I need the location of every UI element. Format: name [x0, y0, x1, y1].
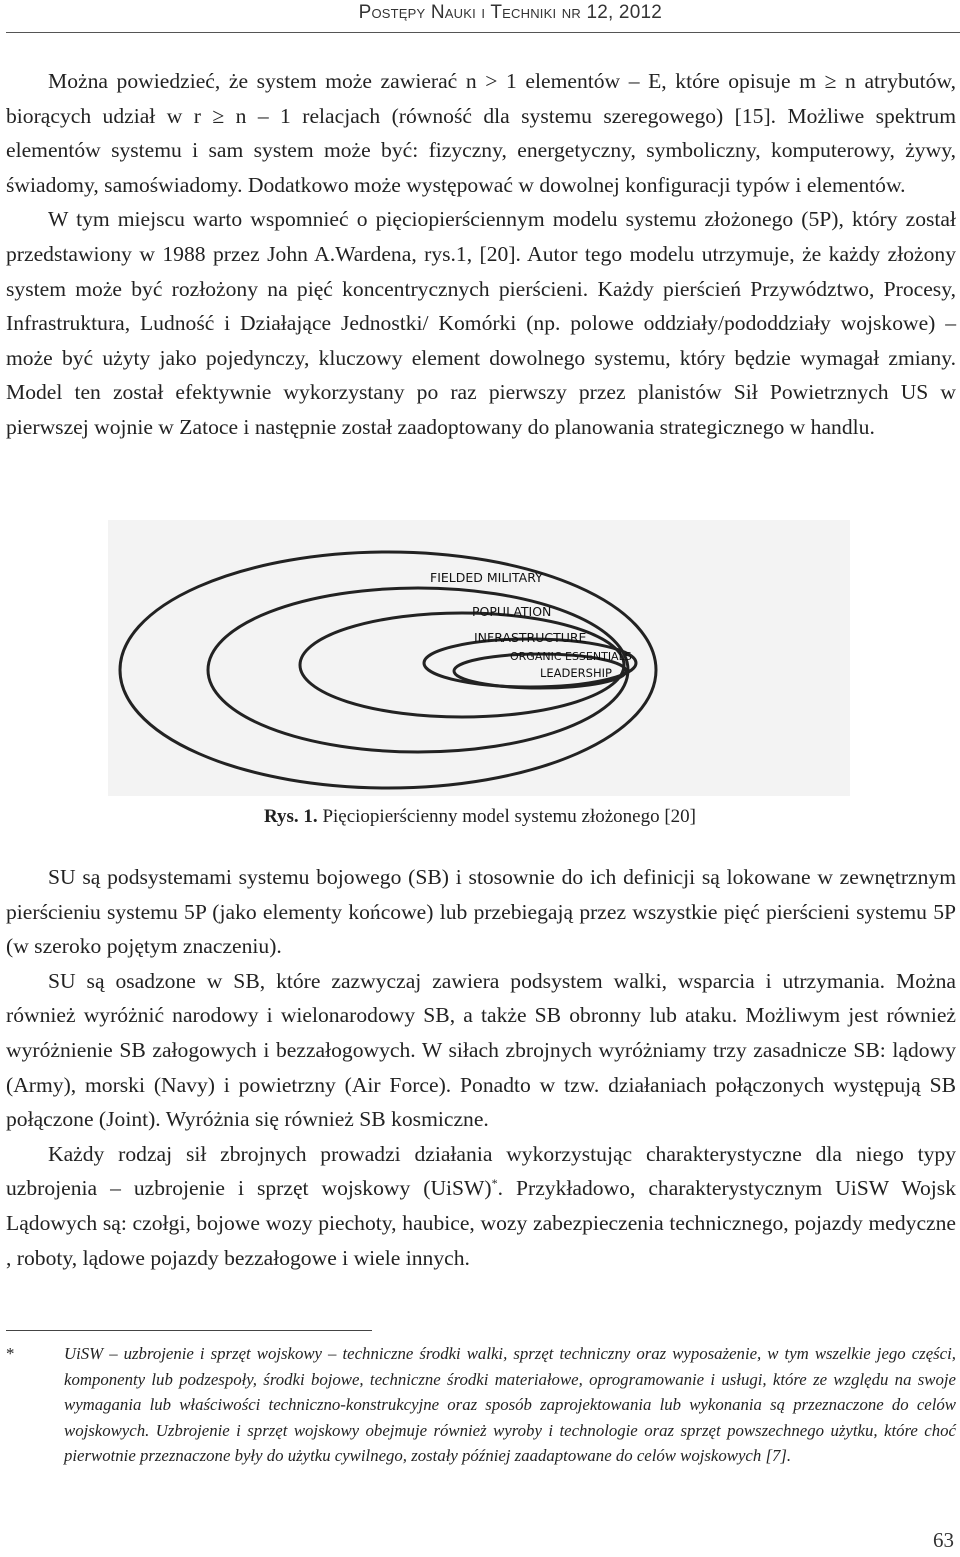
- ring-label: LEADERSHIP: [540, 666, 612, 680]
- five-ring-diagram: [108, 520, 850, 796]
- ring-label: INFRASTRUCTURE: [474, 630, 587, 645]
- paragraph: W tym miejscu warto wspomnieć o pięciopierściennym modelu systemu złożonego (5P), który został przedstawiony w 1988 przez John A.Wardena, rys.1, [20]. Autor tego modelu utrzymuje, że każdy złożony system może być rozłożony na pięć koncentrycznych pierścieni. Każdy pierścień Przywództwo, Procesy, Infrastruktura, Ludność i Działające Jednostki/ Komórki (np. polowe oddziały/pododdziały wojskowe) – może być użyty jako pojedynczy, kluczowy element dowolnego systemu, który będzie wymagał zmiany. Model ten został efektywnie wykorzystany po raz pierwszy przez planistów Sił Powietrznych US w pierwszej wojnie w Zatoce i następnie został zaadoptowany do planowania strategicznego w handlu.: [6, 207, 956, 439]
- footnote-reference: *: [491, 1176, 498, 1191]
- page-number: 63: [933, 1528, 954, 1552]
- footnote-rule: [6, 1330, 372, 1331]
- ring-label: POPULATION: [472, 604, 552, 619]
- header-rule: [6, 32, 960, 33]
- paragraph: SU są osadzone w SB, które zazwyczaj zawiera podsystem walki, wsparcia i utrzymania. Można również wyróżnić narodowy i wielonarodowy SB, a także SB obronny lub ataku. Możliwym jest również wyróżnienie SB załogowych i bezzałogowych. W siłach zbrojnych wyróżniamy trzy zasadnicze SB: lądowy (Army), morski (Navy) i powietrzny (Air Force). Ponadto w tzw. działaniach połączonych występują SB połączone (Joint). Wyróżnia się również SB kosmiczne.: [6, 968, 956, 1132]
- paragraph: [6, 1137, 956, 1275]
- paragraph: SU są podsystemami systemu bojowego (SB) i stosownie do ich definicji są lokowane w zewnętrznym pierścieniu systemu 5P (jako elementy końcowe) lub przebiegają przez wszystkie pięć pierścieni systemu 5P (w szeroko pojętym znaczeniu).: [6, 865, 956, 959]
- footnote: [6, 1341, 956, 1469]
- ring-label: ORGANIC ESSENTIALS: [510, 650, 632, 663]
- caption-text: Pięciopierścienny model systemu złożonego [20]: [317, 806, 697, 827]
- five-ring-figure: [108, 520, 850, 796]
- figure-caption: [0, 806, 960, 828]
- ring-label: FIELDED MILITARY: [430, 570, 543, 585]
- running-header: Postępy Nauki i Techniki nr 12, 2012: [358, 2, 662, 23]
- text-block-bottom: [6, 860, 956, 1275]
- footnote-text: UiSW – uzbrojenie i sprzęt wojskowy – techniczne środki walki, sprzęt techniczny oraz wyposażenie, w tym wszelkie jego części, komponenty lub podzespoły, środki bojowe, techniczne środki materiałowe, oprogramowanie i usługi, które ze względu na swoje wymagania lub właściwości techniczno-konstrukcyjne oraz sposób zaprojektowania lub wykonania są przeznaczone do celów wojskowych. Uzbrojenie i sprzęt wojskowy obejmuje również wyroby i technologie oraz sprzęt powszechnego użytku, które choć pierwotnie przeznaczone były do użytku cywilnego, zostały później zaadaptowane do celów wojskowych [7].: [64, 1344, 956, 1465]
- paragraph-text: . Przykładowo, charakterystycznym UiSW Wojsk Lądowych są: czołgi, bojowe wozy piechoty, haubice, wozy zabezpieczenia technicznego, pojazdy medyczne , roboty, lądowe pojazdy bezzałogowe i wiele innych.: [6, 1176, 956, 1270]
- text-block-top: [6, 64, 956, 445]
- paragraph-text: Każdy rodzaj sił zbrojnych prowadzi działania wykorzystując charakterystyczne dla niego typy uzbrojenia – uzbrojenie i sprzęt wojskowy (UiSW): [6, 1141, 956, 1201]
- paragraph: Można powiedzieć, że system może zawierać n > 1 elementów – E, które opisuje m ≥ n atrybutów, biorących udział w r ≥ n – 1 relacjach (równość dla systemu szeregowego) [15]. Możliwe spektrum elementów systemu i sam system może być: fizyczny, energetyczny, symboliczny, komputerowy, żywy, świadomy, samoświadomy. Dodatkowo może występować w dowolnej konfiguracji typów i elementów.: [6, 69, 956, 197]
- caption-label: Rys. 1.: [263, 806, 318, 827]
- footnote-marker: *: [6, 1344, 15, 1363]
